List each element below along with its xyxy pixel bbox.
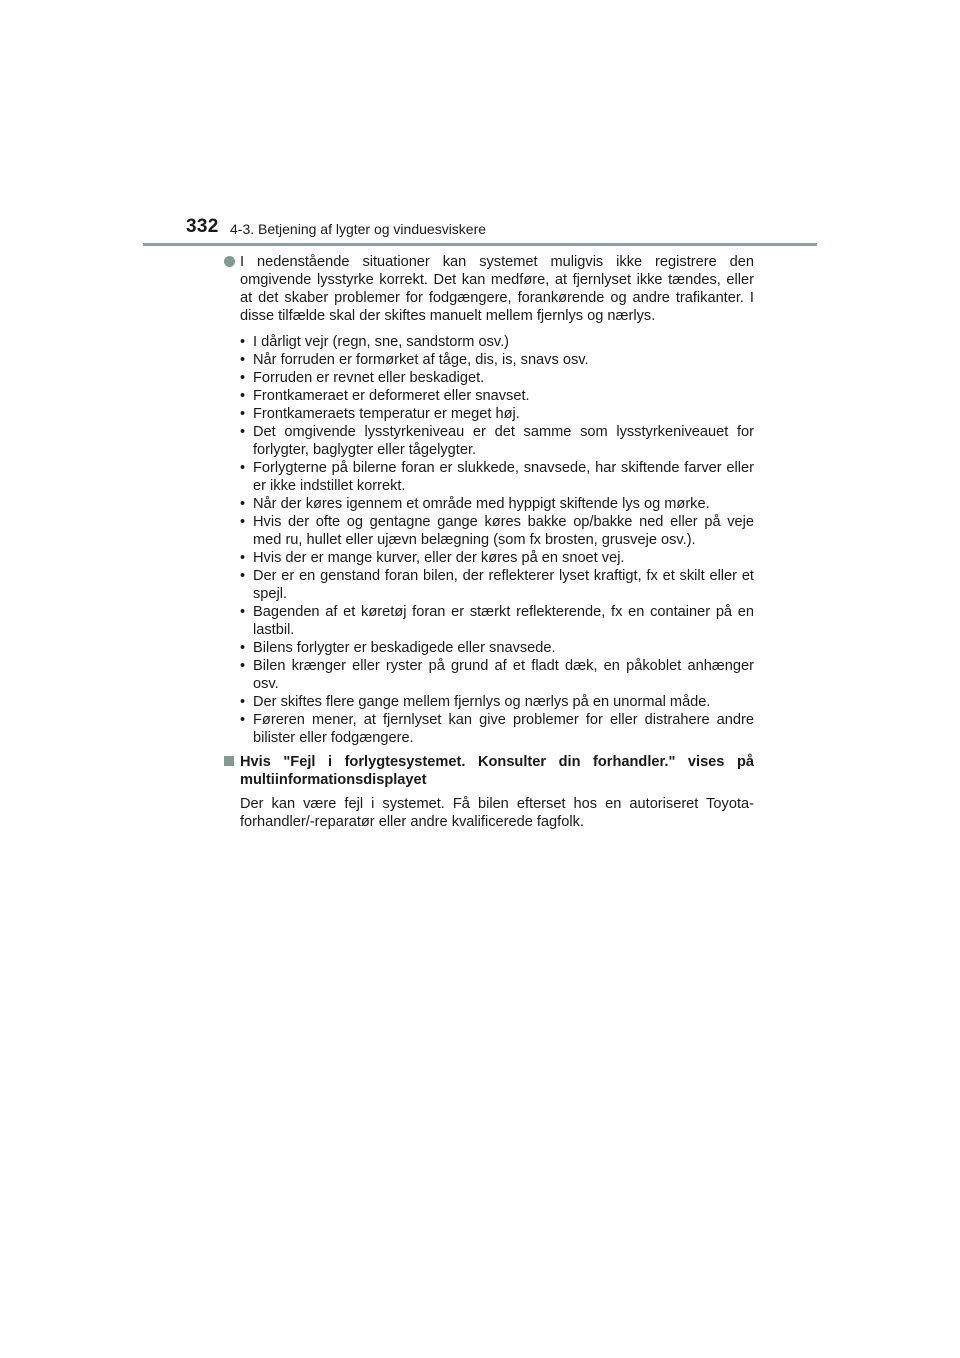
- section-heading-text: Hvis "Fejl i forlygtesystemet. Konsulter din forhandler." vises på multiinformationsdisplayet: [240, 754, 754, 788]
- list-item: [240, 657, 754, 693]
- list-item: [240, 405, 754, 423]
- list-item-text: Bagenden af et køretøj foran er stærkt reflekterende, fx en container på en lastbil.: [253, 604, 754, 638]
- list-item-text: Hvis der er mange kurver, eller der køres på en snoet vej.: [253, 550, 625, 566]
- list-item: [240, 351, 754, 369]
- situation-list: [224, 333, 754, 747]
- list-item: [240, 711, 754, 747]
- list-item: [240, 567, 754, 603]
- section-title: 4-3. Betjening af lygter og vinduesviskere: [230, 221, 487, 237]
- bullet-mark: •: [240, 550, 246, 566]
- bullet-mark: •: [240, 424, 246, 440]
- bullet-mark: •: [240, 352, 246, 368]
- list-item-text: Hvis der ofte og gentagne gange køres bakke op/bakke ned eller på veje med ru, hullet eller ujævn belægning (som fx brosten, grusveje osv.).: [253, 514, 754, 548]
- list-item: [240, 459, 754, 495]
- list-item-text: Når forruden er formørket af tåge, dis, is, snavs osv.: [253, 352, 589, 368]
- list-item-text: I dårligt vejr (regn, sne, sandstorm osv.): [253, 334, 510, 350]
- list-item-text: Det omgivende lysstyrkeniveau er det samme som lysstyrkeniveauet for forlygter, baglygter eller tågelygter.: [253, 424, 754, 458]
- list-item-text: Forruden er revnet eller beskadiget.: [253, 370, 485, 386]
- list-item: [240, 387, 754, 405]
- list-item-text: Bilen krænger eller ryster på grund af et fladt dæk, en påkoblet anhænger osv.: [253, 658, 754, 692]
- bullet-mark: •: [240, 388, 246, 404]
- page-number: 332: [186, 216, 219, 237]
- list-item-text: Bilens forlygter er beskadigede eller snavsede.: [253, 640, 556, 656]
- list-item: [240, 333, 754, 351]
- section-body: Der kan være fejl i systemet. Få bilen efterset hos en autoriseret Toyota-forhandler/-reparatør eller andre kvalificerede fagfolk.: [240, 796, 754, 830]
- bullet-mark: •: [240, 658, 246, 674]
- bullet-mark: •: [240, 640, 246, 656]
- list-item: [240, 495, 754, 513]
- bullet-mark: •: [240, 604, 246, 620]
- section-heading: [224, 753, 754, 789]
- list-item-text: Når der køres igennem et område med hyppigt skiftende lys og mørke.: [253, 496, 710, 512]
- circle-bullet-icon: [224, 256, 235, 267]
- list-item-text: Føreren mener, at fjernlyset kan give problemer for eller distrahere andre bilister eller fodgængere.: [253, 712, 754, 746]
- header-rule: [143, 243, 817, 246]
- page-content: [224, 253, 754, 831]
- list-item-text: Der er en genstand foran bilen, der reflekterer lyset kraftigt, fx et skilt eller et spejl.: [253, 568, 754, 602]
- intro-text: I nedenstående situationer kan systemet muligvis ikke registrere den omgivende lysstyrke korrekt. Det kan medføre, at fjernlyset ikke tændes, eller at det skaber problemer for fodgængere, forankørende og andre trafikanter. I disse tilfælde skal der skiftes manuelt mellem fjernlys og nærlys.: [240, 254, 754, 324]
- square-bullet-icon: [224, 756, 234, 766]
- bullet-mark: •: [240, 514, 246, 530]
- bullet-mark: •: [240, 370, 246, 386]
- list-item: [240, 693, 754, 711]
- intro-paragraph: [224, 253, 754, 325]
- list-item-text: Frontkameraet er deformeret eller snavset.: [253, 388, 530, 404]
- bullet-mark: •: [240, 694, 246, 710]
- bullet-mark: •: [240, 334, 246, 350]
- list-item-text: Forlygterne på bilerne foran er slukkede, snavsede, har skiftende farver eller er ikke indstillet korrekt.: [253, 460, 754, 494]
- list-item-text: Der skiftes flere gange mellem fjernlys og nærlys på en unormal måde.: [253, 694, 711, 710]
- list-item-text: Frontkameraets temperatur er meget høj.: [253, 406, 520, 422]
- bullet-mark: •: [240, 568, 246, 584]
- list-item: [240, 513, 754, 549]
- bullet-mark: •: [240, 406, 246, 422]
- bullet-mark: •: [240, 712, 246, 728]
- bullet-mark: •: [240, 460, 246, 476]
- list-item: [240, 423, 754, 459]
- list-item: [240, 639, 754, 657]
- list-item: [240, 369, 754, 387]
- list-item: [240, 603, 754, 639]
- list-item: [240, 549, 754, 567]
- bullet-mark: •: [240, 496, 246, 512]
